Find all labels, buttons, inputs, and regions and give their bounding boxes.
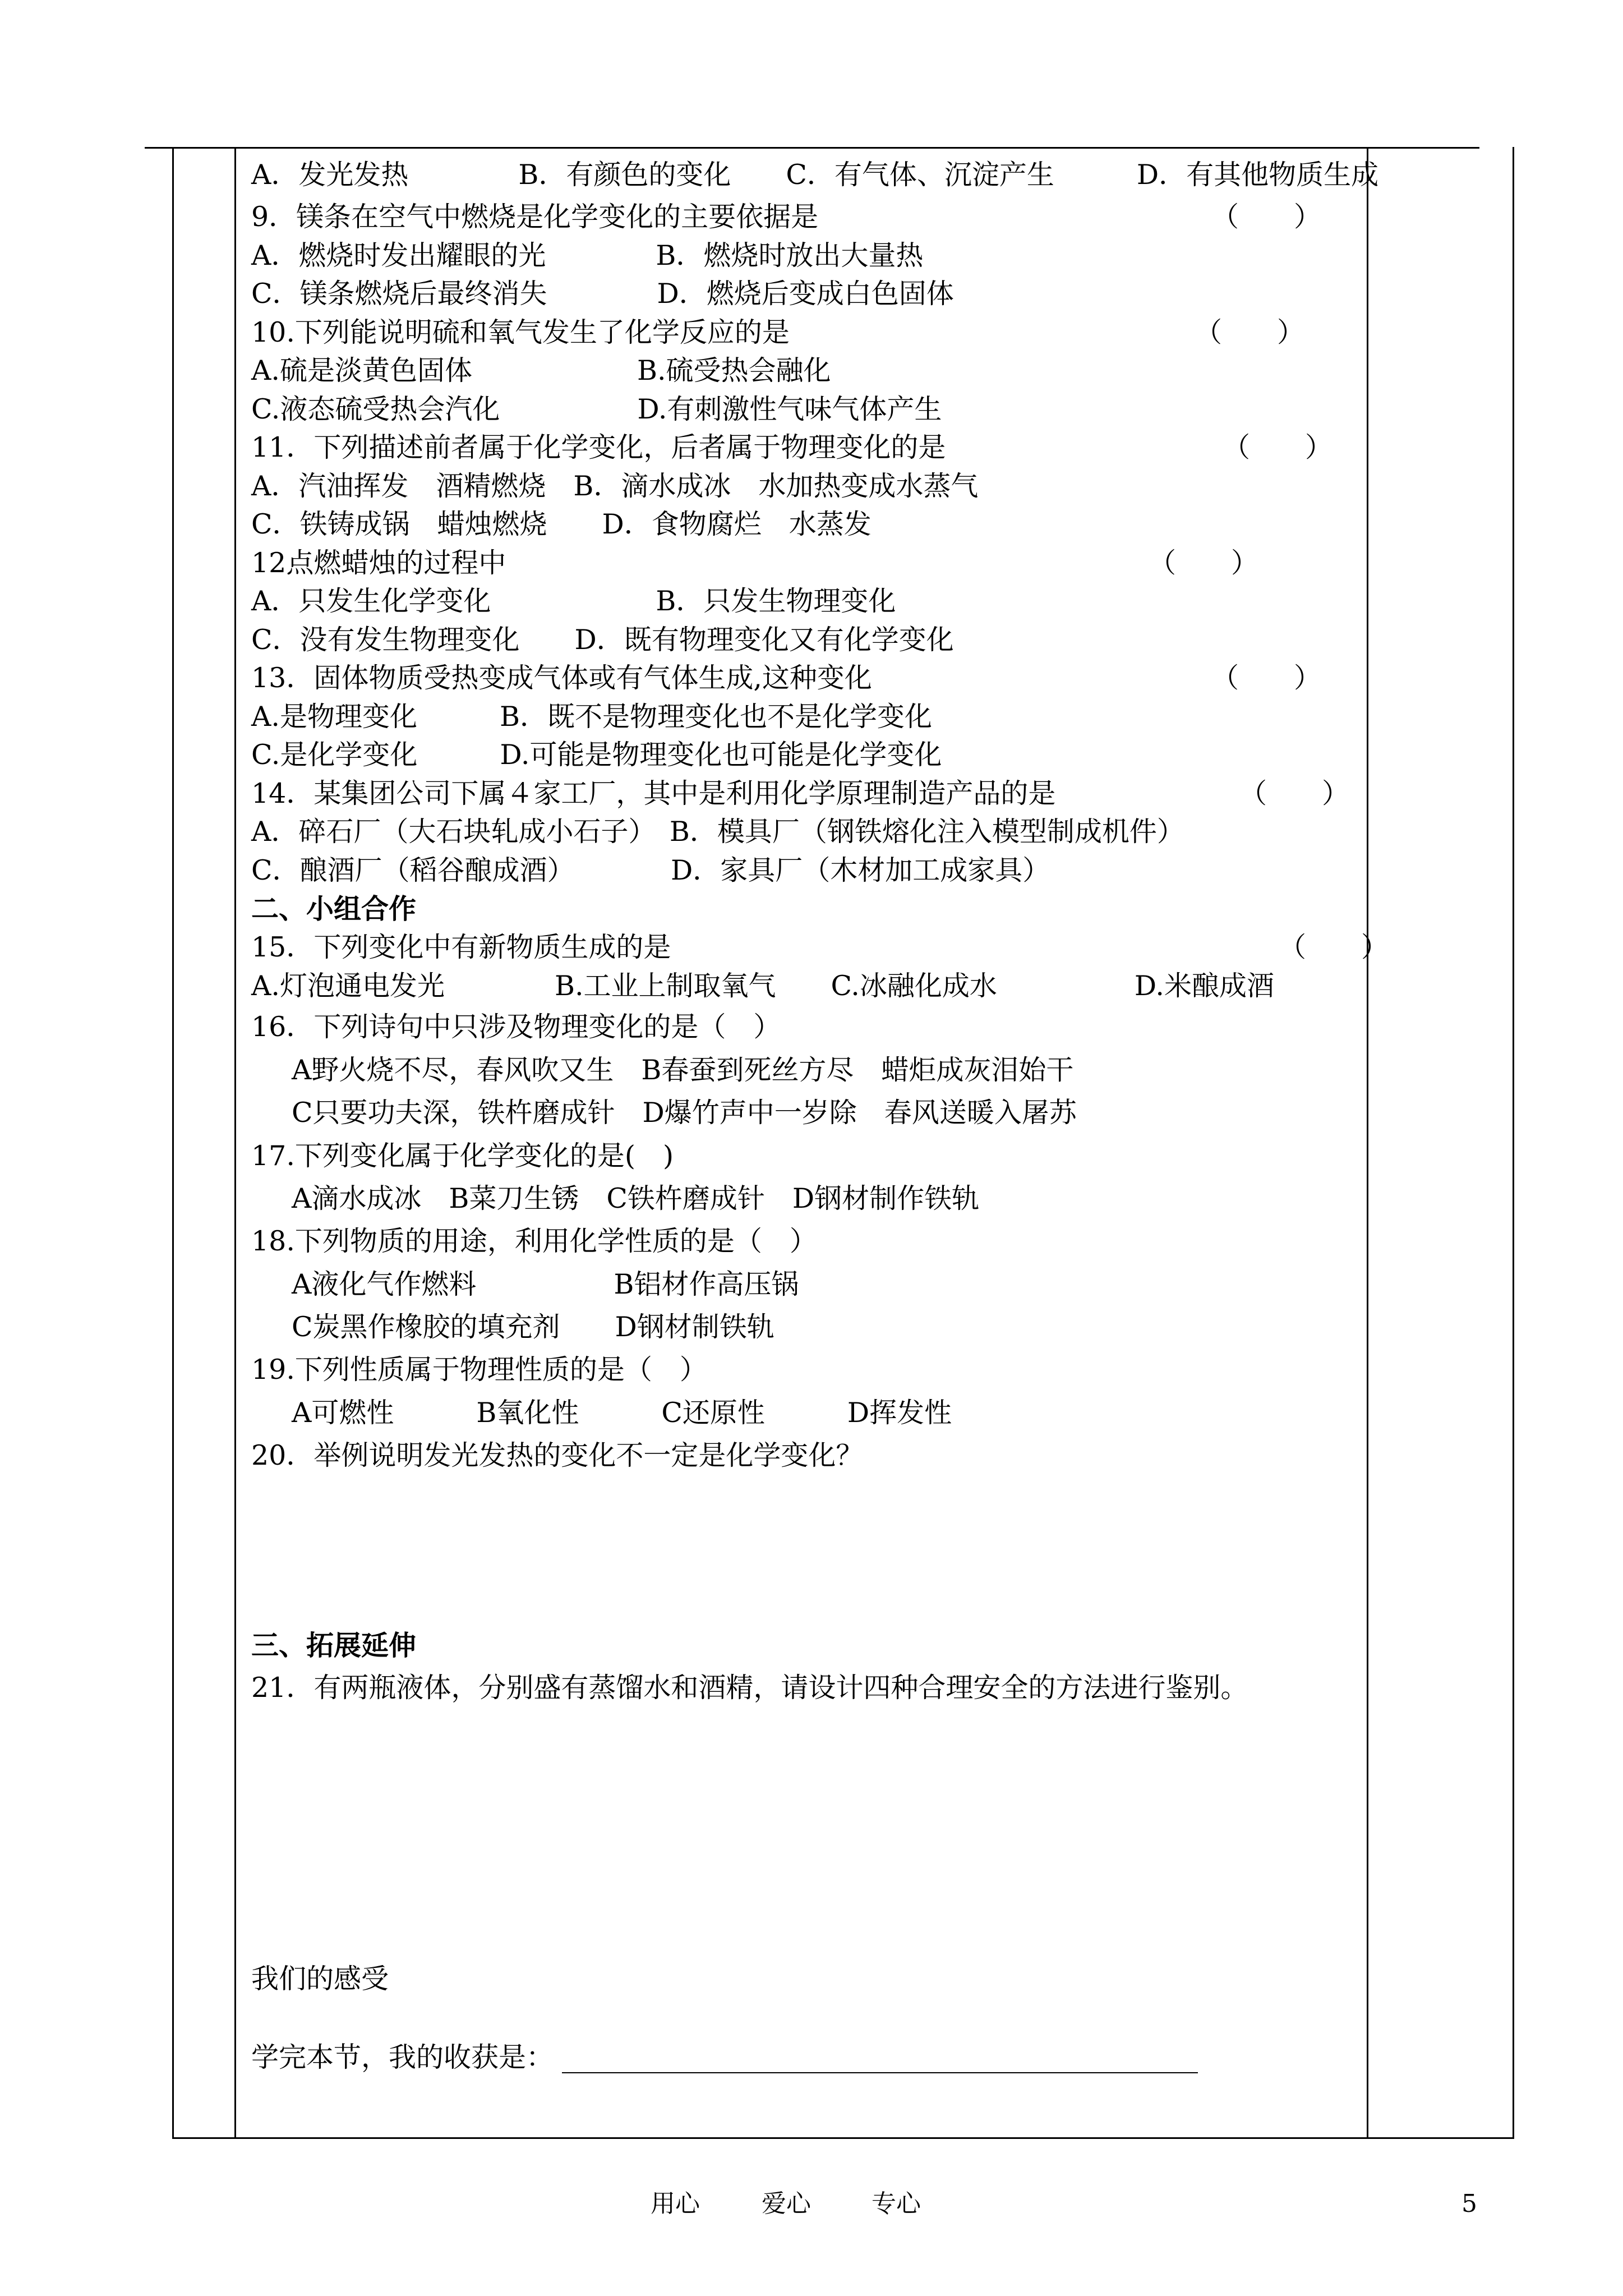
q14-options-ab: A．碎石厂（大石块轧成小石子） B．模具厂（钢铁熔化注入模型制成机件） — [251, 816, 1184, 848]
header-rule — [145, 147, 1479, 149]
q15-question: 15．下列变化中有新物质生成的是 — [251, 931, 671, 963]
q12-options-cd: C．没有发生物理变化 D．既有物理变化又有化学变化 — [251, 624, 954, 656]
section-3-heading: 三、拓展延伸 — [251, 1629, 417, 1662]
footer-motto-3: 专心 — [872, 2189, 921, 2218]
q17-options: A滴水成冰 B菜刀生锈 C铁杵磨成针 D钢材制作铁轨 — [292, 1182, 980, 1214]
q9-options-cd: C．镁条燃烧后最终消失 D．燃烧后变成白色固体 — [251, 278, 954, 310]
q10-options-ab: A.硫是淡黄色固体 B.硫受热会融化 — [251, 355, 831, 386]
page-number: 5 — [1461, 2189, 1477, 2218]
q10-question: 10.下列能说明硫和氧气发生了化学反应的是 — [251, 316, 790, 348]
q8-options: A．发光发热 B．有颜色的变化 C．有气体、沉淀产生 D．有其他物质生成 — [251, 159, 1379, 191]
q9-question: 9．镁条在空气中燃烧是化学变化的主要依据是 — [251, 201, 819, 233]
q11-options-cd: C．铁铸成锅 蜡烛燃烧 D．食物腐烂 水蒸发 — [251, 508, 872, 540]
q14-options-cd: C．酿酒厂（稻谷酿成酒） D．家具厂（木材加工成家具） — [251, 854, 1050, 886]
table-right-border — [1513, 147, 1514, 2138]
q18-options-cd: C炭黑作橡胶的填充剂 D钢材制铁轨 — [292, 1311, 774, 1343]
q13-question: 13．固体物质受热变成气体或有气体生成,这种变化 — [251, 662, 872, 694]
q11-answer-blank: （ ） — [1223, 431, 1333, 463]
q9-options-ab: A．燃烧时发出耀眼的光 B．燃烧时放出大量热 — [251, 240, 924, 272]
q19-options: A可燃性 B氧化性 C还原性 D挥发性 — [292, 1397, 952, 1429]
q11-question: 11．下列描述前者属于化学变化，后者属于物理变化的是 — [251, 431, 946, 463]
q14-question: 14．某集团公司下属４家工厂，其中是利用化学原理制造产品的是 — [251, 777, 1056, 809]
q15-options: A.灯泡通电发光 B.工业上制取氧气 C.冰融化成水 D.米酿成酒 — [251, 970, 1274, 1002]
q16-options-cd: C只要功夫深，铁杵磨成针 D爆竹声中一岁除 春风送暖入屠苏 — [292, 1097, 1077, 1129]
gains-label: 学完本节，我的收获是： — [251, 2041, 554, 2073]
section-2-heading: 二、小组合作 — [251, 892, 417, 925]
q18-question: 18.下列物质的用途，利用化学性质的是（ ） — [251, 1225, 817, 1257]
q11-options-ab: A．汽油挥发 酒精燃烧 B．滴水成冰 水加热变成水蒸气 — [251, 470, 979, 502]
q12-question: 12点燃蜡烛的过程中 — [251, 547, 506, 579]
feelings-label: 我们的感受 — [251, 1963, 389, 1995]
footer-motto-2: 爱心 — [762, 2189, 811, 2218]
q18-options-ab: A液化气作燃料 B铝材作高压锅 — [292, 1268, 799, 1300]
q16-options-ab: A野火烧不尽，春风吹又生 B春蚕到死丝方尽 蜡炬成灰泪始干 — [292, 1054, 1074, 1086]
q13-answer-blank: （ ） — [1211, 662, 1322, 694]
q20-question: 20．举例说明发光发热的变化不一定是化学变化？ — [251, 1439, 864, 1471]
q12-options-ab: A．只发生化学变化 B．只发生物理变化 — [251, 585, 896, 617]
table-bottom-border — [172, 2137, 1514, 2139]
table-inner-left-border — [234, 147, 236, 2138]
footer-motto-1: 用心 — [651, 2189, 700, 2218]
q14-answer-blank: （ ） — [1239, 777, 1350, 809]
q9-answer-blank: （ ） — [1211, 201, 1322, 233]
table-left-border — [172, 147, 174, 2138]
gains-answer-line[interactable] — [562, 2072, 1198, 2073]
q13-options-ab: A.是物理变化 B．既不是物理变化也不是化学变化 — [251, 701, 932, 733]
q12-answer-blank: （ ） — [1149, 547, 1259, 579]
q10-options-cd: C.液态硫受热会汽化 D.有刺激性气味气体产生 — [251, 393, 942, 425]
q15-answer-blank: （ ） — [1279, 931, 1389, 963]
q17-question: 17.下列变化属于化学变化的是( ) — [251, 1140, 674, 1172]
q13-options-cd: C.是化学变化 D.可能是物理变化也可能是化学变化 — [251, 739, 942, 771]
q19-question: 19.下列性质属于物理性质的是（ ） — [251, 1354, 707, 1386]
q16-question: 16．下列诗句中只涉及物理变化的是（ ） — [251, 1011, 781, 1043]
q10-answer-blank: （ ） — [1195, 316, 1305, 348]
q21-question: 21．有两瓶液体，分别盛有蒸馏水和酒精，请设计四种合理安全的方法进行鉴别。 — [251, 1672, 1248, 1704]
table-inner-right-border — [1367, 147, 1368, 2138]
